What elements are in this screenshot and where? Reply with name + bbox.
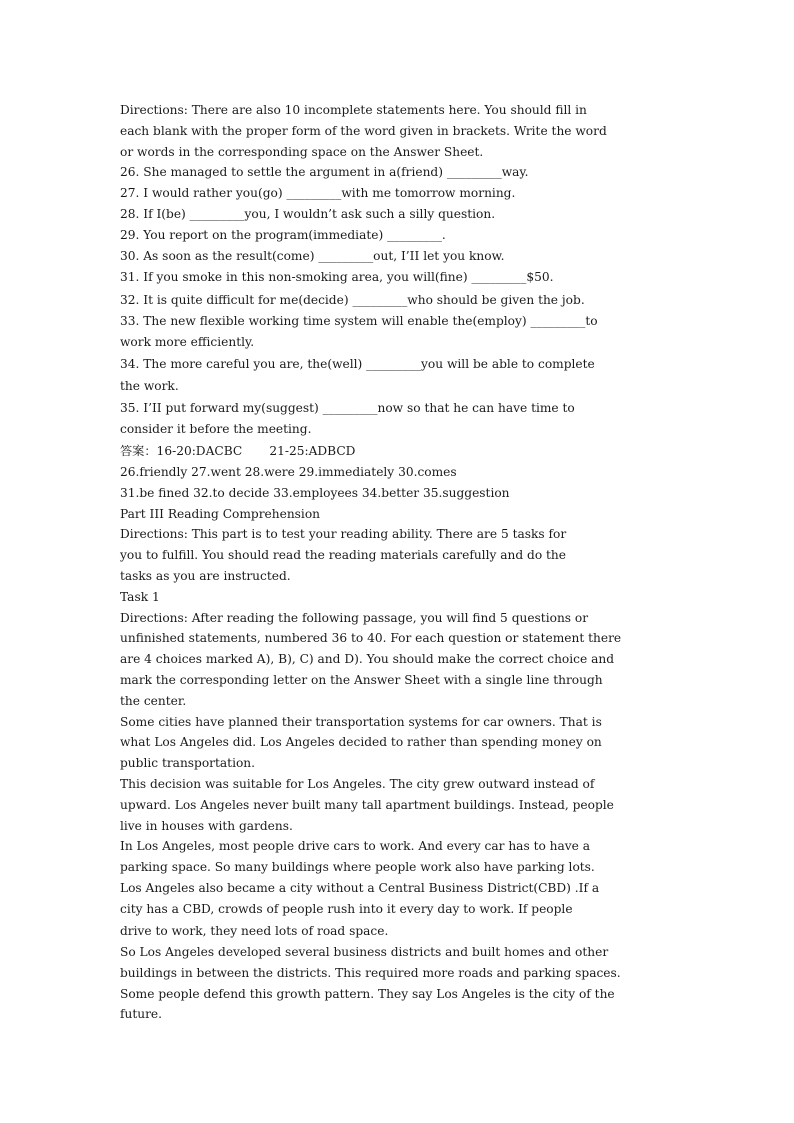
question-33: 33. The new flexible working time system will enable the(employ) _________to: [120, 314, 598, 329]
document-page: [120, 100, 685, 1025]
passage-line-7: In Los Angeles, most people drive cars to work. And every car has to have a: [120, 839, 591, 854]
passage-line-12: So Los Angeles developed several business districts and built homes and other: [120, 945, 609, 960]
answer-key-line-3: 31.be fined 32.to decide 33.employees 34.better 35.suggestion: [120, 485, 510, 500]
passage-line-5: upward. Los Angeles never built many tall apartment buildings. Instead, people: [120, 797, 614, 812]
reading-directions-2: you to fulfill. You should read the reading materials carefully and do the: [120, 548, 566, 563]
task-heading: Task 1: [120, 589, 160, 604]
directions-line-3: or words in the corresponding space on the Answer Sheet.: [120, 144, 484, 159]
task-directions-4: mark the corresponding letter on the Answer Sheet with a single line through: [120, 673, 603, 688]
question-34-cont: the work.: [120, 379, 179, 394]
passage-line-4: This decision was suitable for Los Angeles. The city grew outward instead of: [120, 777, 595, 792]
question-35: 35. I’II put forward my(suggest) _________now so that he can have time to: [120, 400, 575, 415]
section-heading: Part III Reading Comprehension: [120, 506, 321, 521]
question-31: 31. If you smoke in this non-smoking area, you will(fine) _________$50.: [120, 270, 554, 285]
passage-line-11: drive to work, they need lots of road space.: [120, 923, 389, 938]
passage-line-15: future.: [120, 1007, 163, 1022]
question-34: 34. The more careful you are, the(well) _________you will be able to complete: [120, 356, 595, 371]
question-26: 26. She managed to settle the argument in a(friend) _________way.: [120, 165, 529, 180]
answer-key-line-1: 答案：16-20:DACBC 21-25:ADBCD: [120, 443, 356, 458]
question-28: 28. If I(be) _________you, I wouldn’t ask such a silly question.: [120, 206, 496, 221]
task-directions-3: are 4 choices marked A), B), C) and D). You should make the correct choice and: [120, 652, 614, 667]
question-27: 27. I would rather you(go) _________with me tomorrow morning.: [120, 186, 516, 201]
passage-line-6: live in houses with gardens.: [120, 818, 293, 833]
question-33-cont: work more efficiently.: [120, 335, 255, 350]
passage-line-13: buildings in between the districts. This required more roads and parking spaces.: [120, 965, 621, 980]
directions-line-2: each blank with the proper form of the word given in brackets. Write the word: [120, 123, 607, 138]
reading-directions-3: tasks as you are instructed.: [120, 569, 291, 584]
passage-line-2: what Los Angeles did. Los Angeles decided to rather than spending money on: [120, 735, 602, 750]
passage-line-9: Los Angeles also became a city without a Central Business District(CBD) .If a: [120, 881, 600, 895]
passage-line-8: parking space. So many buildings where people work also have parking lots.: [120, 860, 595, 875]
passage-line-3: public transportation.: [120, 756, 256, 771]
task-directions-1: Directions: After reading the following passage, you will find 5 questions or: [120, 610, 589, 625]
passage-line-14: Some people defend this growth pattern. They say Los Angeles is the city of the: [120, 986, 615, 1001]
task-directions-2: unfinished statements, numbered 36 to 40. For each question or statement there: [120, 631, 622, 646]
passage-line-10: city has a CBD, crowds of people rush into it every day to work. If people: [120, 901, 573, 916]
question-35-cont: consider it before the meeting.: [120, 421, 312, 436]
task-directions-5: the center.: [120, 693, 187, 708]
question-30: 30. As soon as the result(come) _________out, I’II let you know.: [120, 248, 505, 263]
reading-directions-1: Directions: This part is to test your reading ability. There are 5 tasks for: [120, 527, 567, 542]
directions-line-1: Directions: There are also 10 incomplete statements here. You should fill in: [120, 103, 587, 117]
passage-line-1: Some cities have planned their transportation systems for car owners. That is: [120, 714, 602, 729]
answer-key-line-2: 26.friendly 27.went 28.were 29.immediately 30.comes: [120, 465, 457, 480]
question-32: 32. It is quite difficult for me(decide) _________who should be given the job.: [120, 292, 585, 307]
question-29: 29. You report on the program(immediate) _________.: [120, 227, 446, 242]
